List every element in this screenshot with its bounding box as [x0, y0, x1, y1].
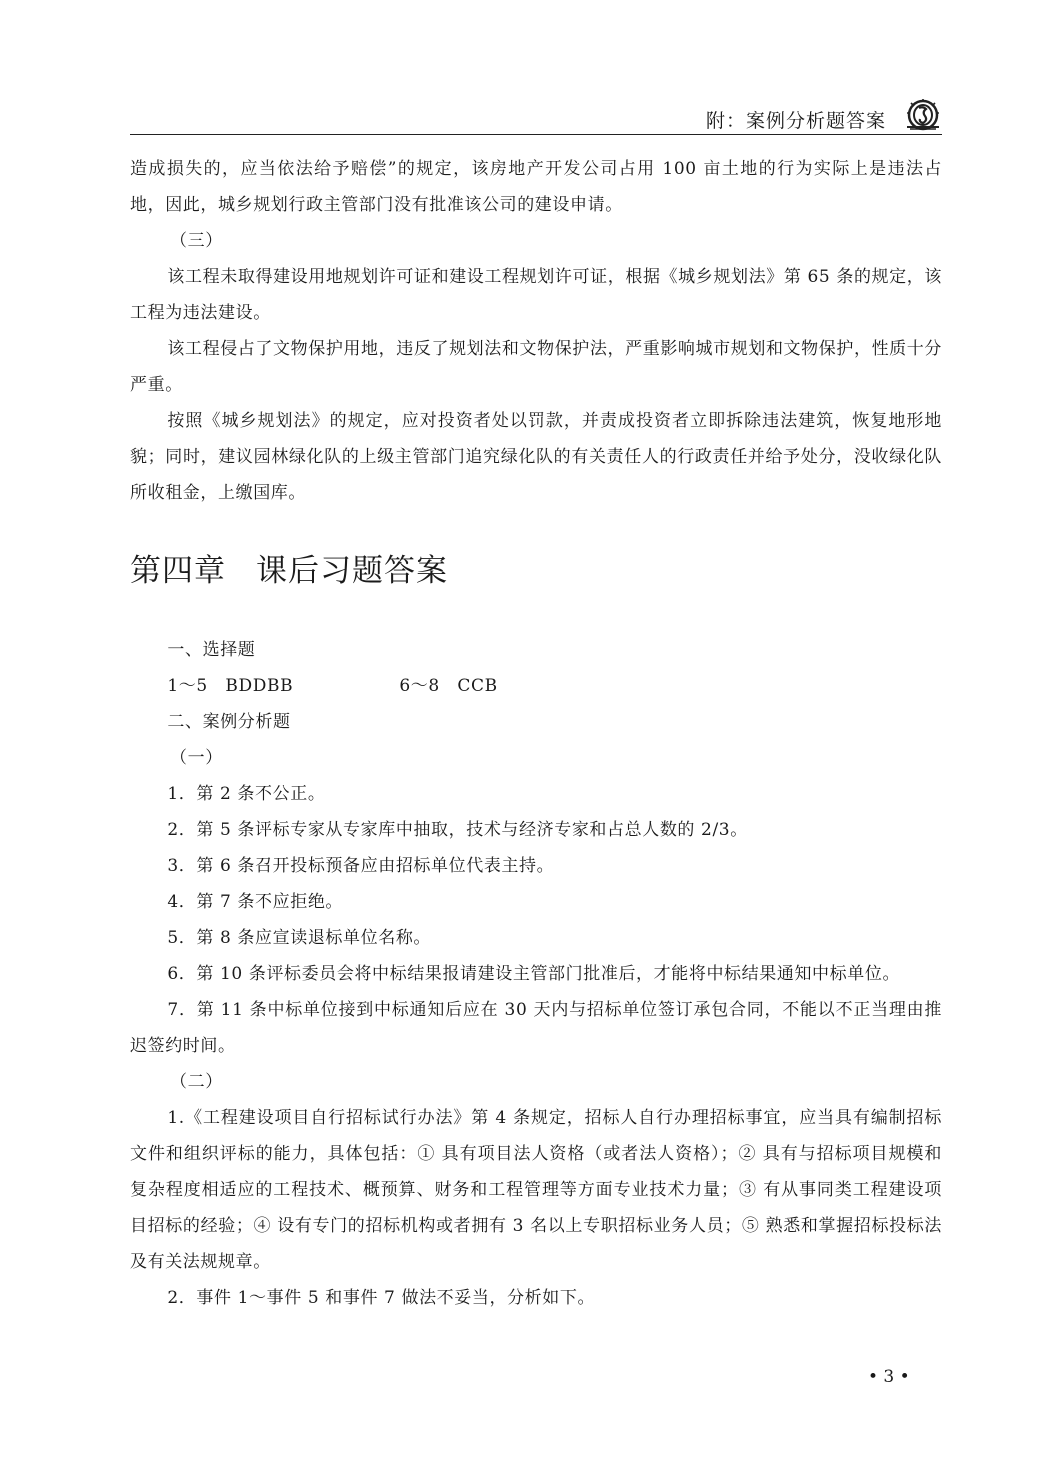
list-item: 1.《工程建设项目自行招标试行办法》第 4 条规定，招标人自行办理招标事宜，应当具有编制招标文件和组织评标的能力，具体包括：① 具有项目法人资格（或者法人资格）；② 具有与招标项目规模和复杂程度相适应的工程技术、概预算、财务和工程管理等方面专业技术力量；③ 有从事同类工程建设项目招标的经验；④ 设有专门的招标机构或者拥有 3 名以上专职招标业务人员；⑤ 熟悉和掌握招标投标法及有关法规规章。	[130, 1108, 942, 1272]
list-item: 2．第 5 条评标专家从专家库中抽取，技术与经济专家和占总人数的 2/3。	[167, 820, 748, 840]
list-item: 7．第 11 条中标单位接到中标通知后应在 30 天内与招标单位签订承包合同，不能以不正当理由推迟签约时间。	[130, 1000, 942, 1056]
list-item: 5．第 8 条应宣读退标单位名称。	[167, 928, 432, 948]
chapter-heading	[130, 545, 448, 590]
section-heading-choice: 一、选择题	[167, 640, 256, 660]
page-number: • 3 •	[868, 1367, 910, 1387]
list-item: 6．第 10 条评标委员会将中标结果报请建设主管部门批准后，才能将中标结果通知中标单位。	[167, 964, 901, 984]
paragraph: 该工程侵占了文物保护用地，违反了规划法和文物保护法，严重影响城市规划和文物保护，性质十分严重。	[130, 339, 942, 395]
paragraph: 按照《城乡规划法》的规定，应对投资者处以罚款，并责成投资者立即拆除违法建筑，恢复地形地貌；同时，建议园林绿化队的上级主管部门追究绿化队的有关责任人的行政责任并给予处分，没收绿化队所收租金，上缴国库。	[130, 411, 942, 503]
list-item: 1．第 2 条不公正。	[167, 784, 326, 804]
paragraph: 该工程未取得建设用地规划许可证和建设工程规划许可证，根据《城乡规划法》第 65 条的规定，该工程为违法建设。	[130, 267, 942, 323]
chapter-title: 课后习题答案	[256, 553, 448, 589]
content-block-answers	[130, 632, 942, 1316]
subsection-label: （一）	[170, 748, 223, 768]
publisher-logo-icon	[904, 98, 942, 132]
list-item: 4．第 7 条不应拒绝。	[167, 892, 344, 912]
content-block-top	[130, 151, 942, 511]
subsection-label: （三）	[170, 231, 223, 251]
chapter-label: 第四章	[130, 553, 226, 589]
page-header	[130, 100, 942, 135]
paragraph: 造成损失的，应当依法给予赔偿”的规定，该房地产开发公司占用 100 亩土地的行为实际上是违法占地，因此，城乡规划行政主管部门没有批准该公司的建设申请。	[130, 159, 942, 215]
choice-answers	[130, 668, 942, 704]
list-item: 2．事件 1～事件 5 和事件 7 做法不妥当，分析如下。	[167, 1288, 596, 1308]
section-heading-case: 二、案例分析题	[167, 712, 291, 732]
choice-answers-6-8: 6～8 CCB	[399, 676, 498, 696]
header-title: 附：案例分析题答案	[705, 110, 886, 132]
subsection-label: （二）	[170, 1072, 223, 1092]
choice-answers-1-5: 1～5 BDDBB	[167, 676, 294, 696]
list-item: 3．第 6 条召开投标预备应由招标单位代表主持。	[167, 856, 555, 876]
